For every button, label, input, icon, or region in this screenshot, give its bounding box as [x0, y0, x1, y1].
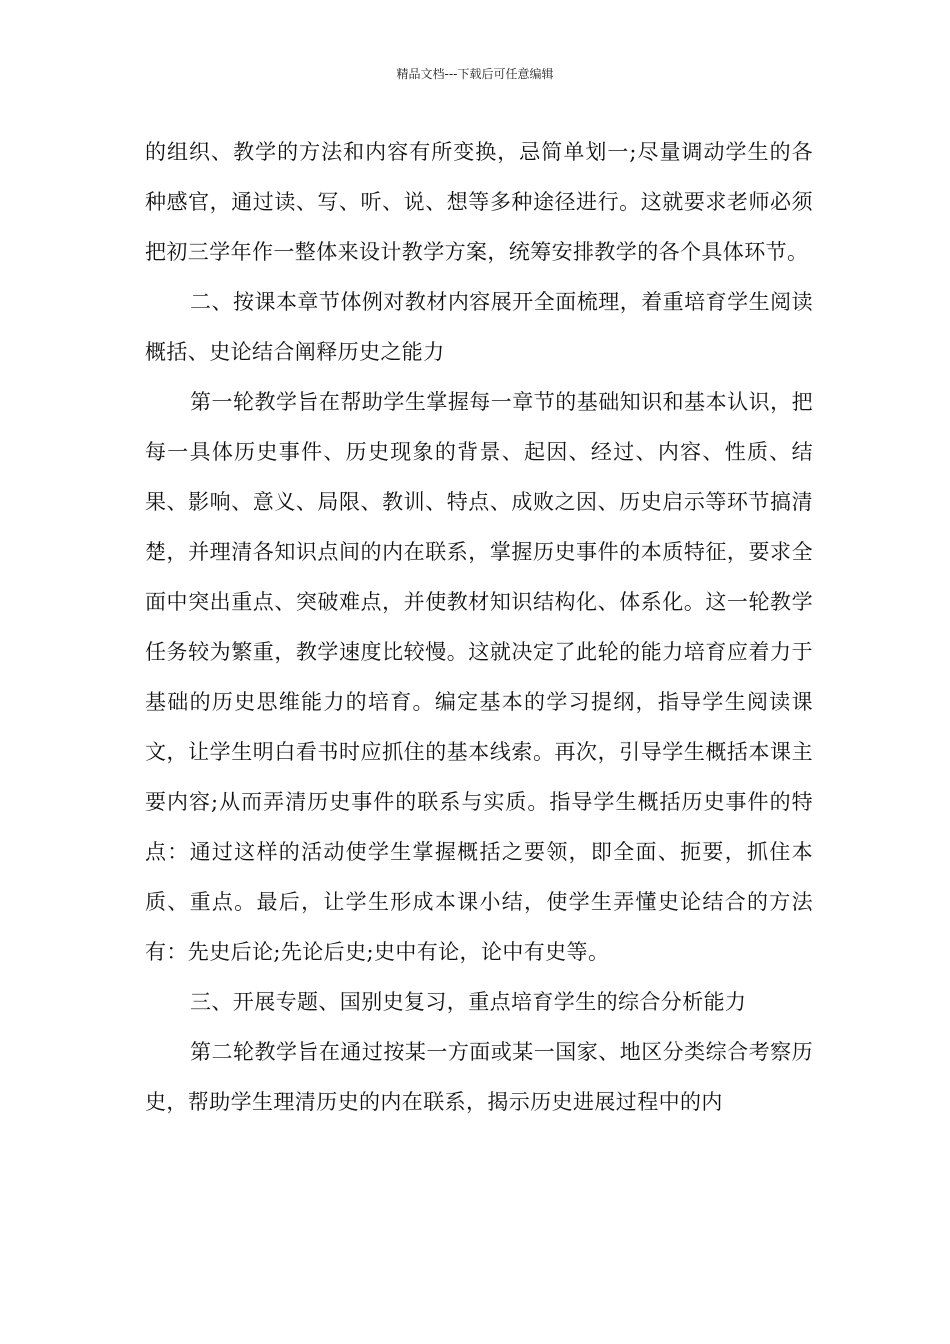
paragraph-continuation: 的组织、教学的方法和内容有所变换，忌简单划一;尽量调动学生的各种感官，通过读、写、听、说、想等多种途径进行。这就要求老师必须把初三学年作一整体来设计教学方案，统筹安排教学的各个具体环节。: [145, 140, 813, 264]
page-header: 精品文档---下载后可任意编辑: [396, 67, 554, 81]
document-body: [145, 127, 813, 1127]
section-heading-three: 三、开展专题、国别史复习，重点培育学生的综合分析能力: [190, 990, 747, 1014]
paragraph-first-round: 第一轮教学旨在帮助学生掌握每一章节的基础知识和基本认识，把每一具体历史事件、历史现象的背景、起因、经过、内容、性质、结果、影响、意义、局限、教训、特点、成败之因、历史启示等环节搞清楚，并理清各知识点间的内在联系，掌握历史事件的本质特征，要求全面中突出重点、突破难点，并使教材知识结构化、体系化。这一轮教学任务较为繁重，教学速度比较慢。这就决定了此轮的能力培育应着力于基础的历史思维能力的培育。编定基本的学习提纲，指导学生阅读课文，让学生明白看书时应抓住的基本线索。再次，引导学生概括本课主要内容;从而弄清历史事件的联系与实质。指导学生概括历史事件的特点：通过这样的活动使学生掌握概括之要领，即全面、扼要，抓住本质、重点。最后，让学生形成本课小结，使学生弄懂史论结合的方法有：先史后论;先论后史;史中有论，论中有史等。: [145, 390, 813, 964]
section-heading-two: 二、按课本章节体例对教材内容展开全面梳理，着重培育学生阅读概括、史论结合阐释历史之能力: [145, 290, 813, 364]
paragraph-second-round: 第二轮教学旨在通过按某一方面或某一国家、地区分类综合考察历史，帮助学生理清历史的内在联系，揭示历史进展过程中的内: [145, 1040, 813, 1114]
